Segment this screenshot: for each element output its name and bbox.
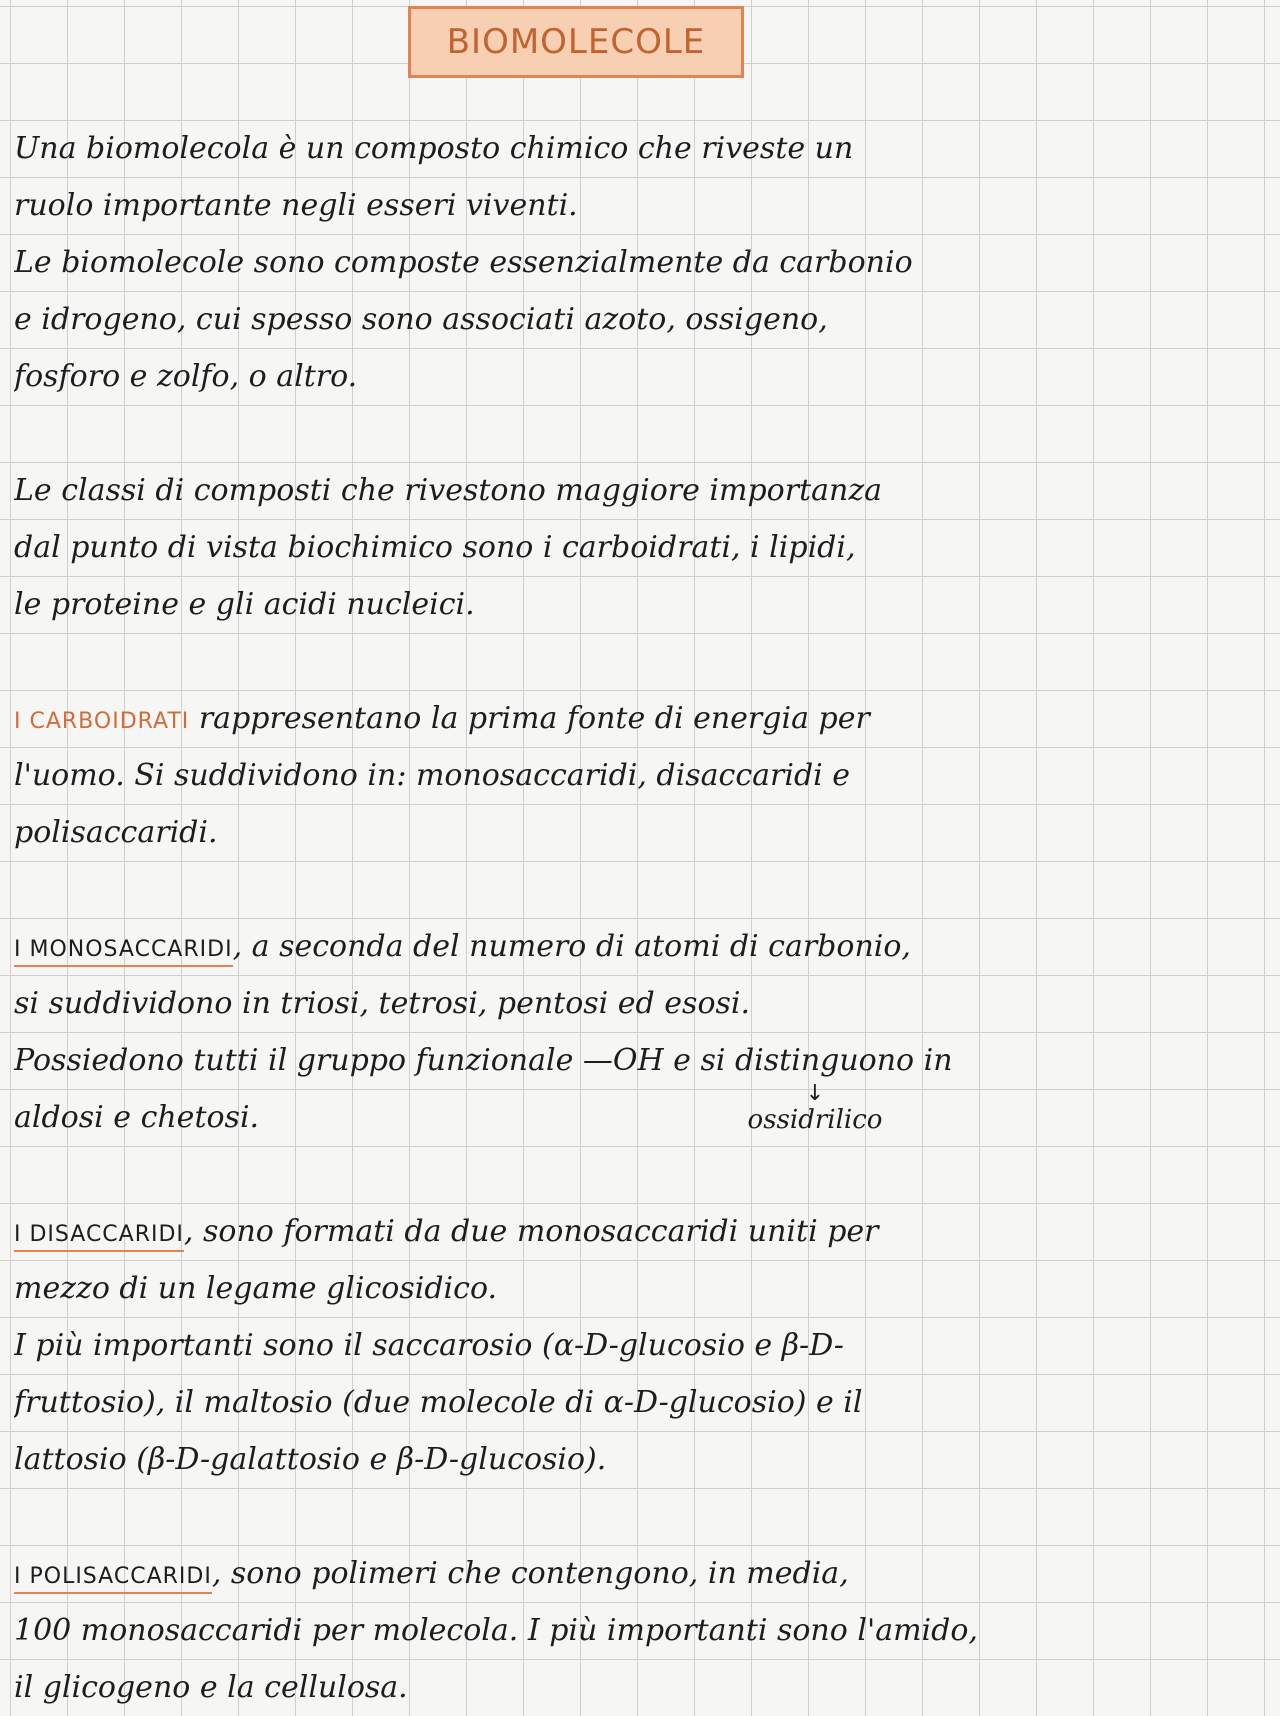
text-line [14, 1203, 1264, 1260]
text-fragment: , sono formati da due monosaccaridi uniti per [183, 1214, 879, 1249]
text-line: 100 monosaccaridi per molecola. I più importanti sono l'amido, [14, 1613, 978, 1648]
title-box [408, 6, 744, 78]
text-line: Le biomolecole sono composte essenzialmente da carbonio [14, 245, 913, 280]
text-fragment: , sono polimeri che contengono, in media, [211, 1556, 849, 1591]
text-line: il glicogeno e la cellulosa. [14, 1670, 408, 1705]
text-line: fruttosio), il maltosio (due molecole di α-D-glucosio) e il [14, 1385, 863, 1420]
section-heading-polisaccaridi: I POLISACCARIDI [14, 1564, 212, 1594]
intro-paragraph [14, 120, 1264, 405]
text-line: mezzo di un legame glicosidico. [14, 1271, 498, 1306]
text-line: Una biomolecola è un composto chimico che riveste un [14, 131, 854, 166]
section-heading-disaccaridi: I DISACCARIDI [14, 1222, 184, 1252]
text-line: polisaccaridi. [14, 815, 218, 850]
text-line: si suddividono in triosi, tetrosi, pentosi ed esosi. [14, 986, 751, 1021]
note-text: ossidrilico [747, 1105, 883, 1135]
text-line: aldosi e chetosi. [14, 1100, 260, 1135]
ossidrilico-note [735, 1083, 895, 1135]
carboidrati-paragraph [14, 690, 1264, 861]
section-heading-carboidrati: I CARBOIDRATI [14, 709, 190, 734]
page-title: BIOMOLECOLE [446, 22, 706, 62]
monosaccaridi-paragraph [14, 918, 1264, 1146]
text-line [14, 918, 1264, 975]
text-line: lattosio (β-D-galattosio e β-D-glucosio). [14, 1442, 607, 1477]
text-line: Possiedono tutti il gruppo funzionale —OH e si distinguono in [14, 1043, 953, 1078]
text-fragment: , a seconda del numero di atomi di carbonio, [232, 929, 911, 964]
text-line: fosforo e zolfo, o altro. [14, 359, 358, 394]
arrow-down-icon: ↓ [805, 1081, 825, 1106]
text-line: e idrogeno, cui spesso sono associati azoto, ossigeno, [14, 302, 828, 337]
text-line: l'uomo. Si suddividono in: monosaccaridi, disaccaridi e [14, 758, 851, 793]
text-line: ruolo importante negli esseri viventi. [14, 188, 578, 223]
text-line [14, 690, 1264, 747]
text-line [14, 1545, 1264, 1602]
text-line: I più importanti sono il saccarosio (α-D-glucosio e β-D- [14, 1328, 844, 1363]
text-line: Le classi di composti che rivestono maggiore importanza [14, 473, 883, 508]
text-line: dal punto di vista biochimico sono i carboidrati, i lipidi, [14, 530, 856, 565]
disaccaridi-paragraph [14, 1203, 1264, 1488]
classes-paragraph [14, 462, 1264, 633]
text-fragment: rappresentano la prima fonte di energia per [198, 701, 870, 736]
text-line: le proteine e gli acidi nucleici. [14, 587, 475, 622]
section-heading-monosaccaridi: I MONOSACCARIDI [14, 937, 233, 967]
polisaccaridi-paragraph [14, 1545, 1264, 1716]
